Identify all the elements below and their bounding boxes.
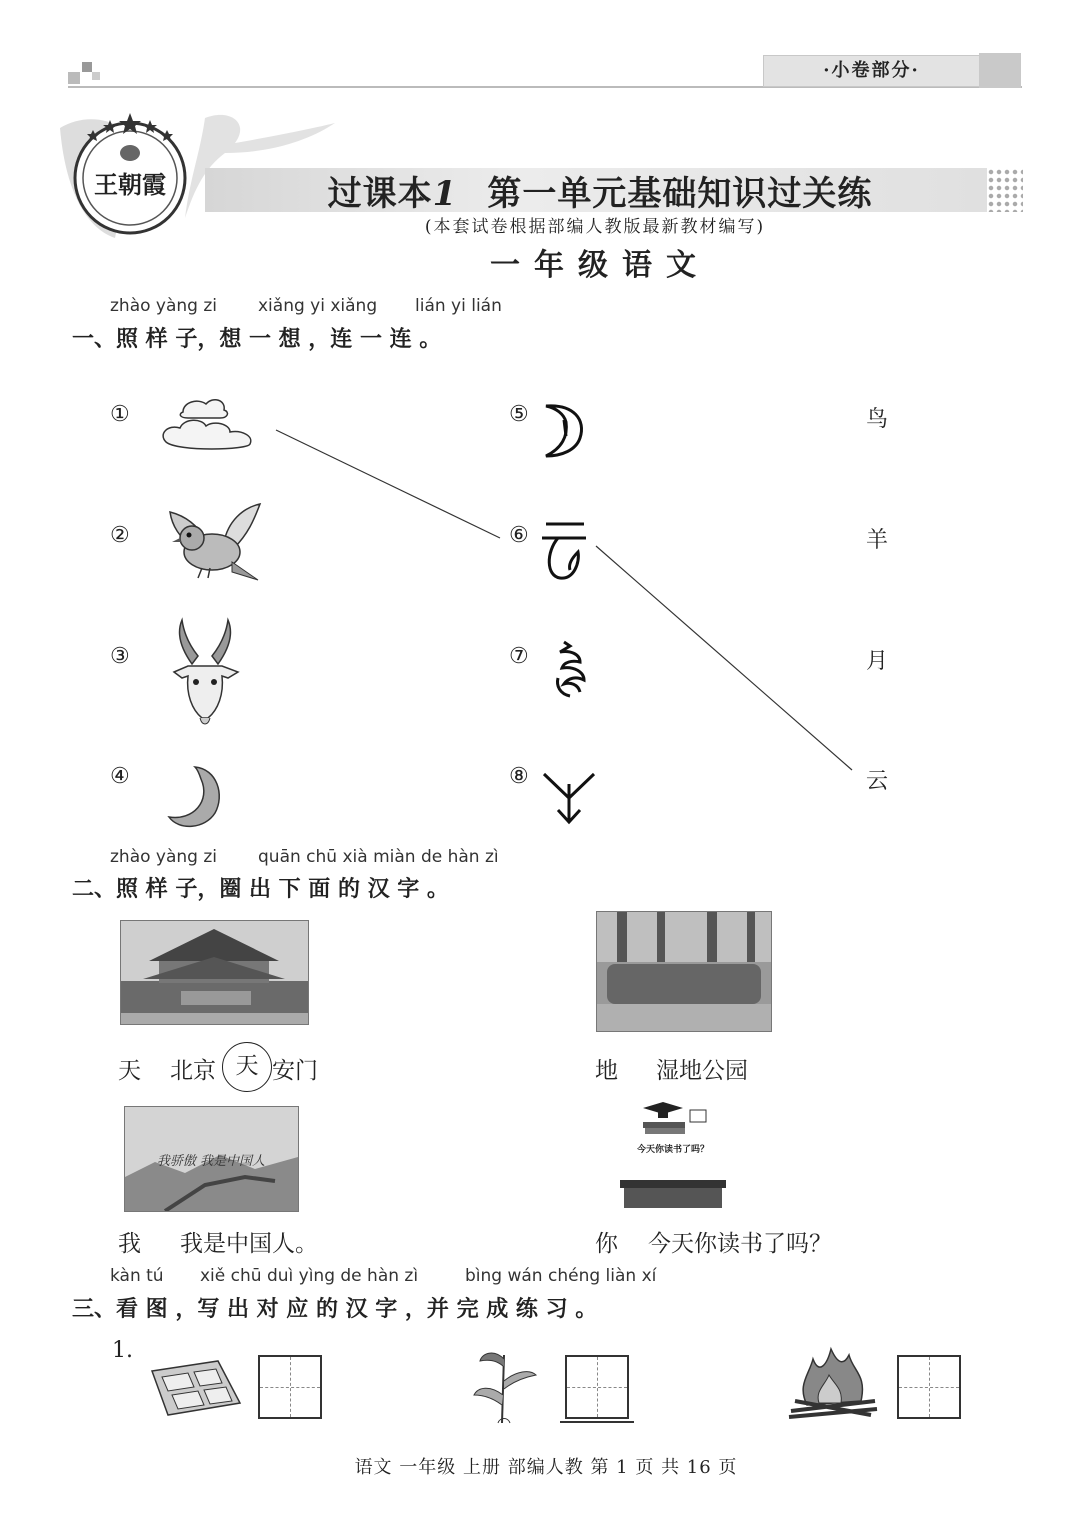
q2-char-2: 地 — [595, 1058, 618, 1084]
q1-num-1: ① — [110, 402, 130, 427]
q3-heading: 三、看 图 ，写 出 对 应 的 汉 字 ，并 完 成 练 习 。 — [72, 1296, 598, 1322]
q1-num-5: ⑤ — [509, 402, 529, 427]
tiananmen-photo — [120, 920, 309, 1025]
wetland-park-photo — [596, 911, 772, 1032]
q2-sentence-2: 湿地公园 — [656, 1058, 748, 1084]
q3-pinyin-c: bìng wán chéng liàn xí — [465, 1266, 657, 1286]
fire-icon — [787, 1345, 879, 1424]
reading-illustration — [618, 1100, 728, 1210]
title-prefix: 过课本 — [327, 174, 433, 214]
title-main: 第一单元基础知识过关练 — [487, 174, 873, 214]
writing-grid-2[interactable] — [565, 1355, 629, 1419]
q1-num-7: ⑦ — [509, 644, 529, 669]
q1-answer-4: 云 — [866, 769, 889, 794]
q1-num-3: ③ — [110, 644, 130, 669]
q1-pinyin-a: zhào yàng zi — [110, 296, 218, 316]
page-footer: 语文 一年级 上册 部编人教 第 1 页 共 16 页 — [354, 1457, 738, 1478]
q1-pinyin-c: lián yi lián — [415, 296, 502, 316]
q2-sentence-1-before: 北京 — [170, 1058, 216, 1084]
q3-pinyin-a: kàn tú — [110, 1266, 164, 1286]
grade-heading: 一年级语文 — [490, 248, 710, 283]
q1-answer-3: 月 — [866, 649, 889, 674]
q2-pinyin-b: quān chū xià miàn de hàn zì — [258, 847, 499, 867]
q1-num-4: ④ — [110, 764, 130, 789]
q1-pinyin-b: xiǎng yi xiǎng — [258, 296, 378, 316]
q2-pinyin-a: zhào yàng zi — [110, 847, 218, 867]
q1-answer-2: 羊 — [866, 528, 889, 553]
q2-char-3: 我 — [118, 1231, 141, 1257]
line-glyph-to-char — [596, 546, 852, 770]
q2-char-1: 天 — [118, 1058, 141, 1084]
wall-caption: 我骄傲 我是中国人 — [156, 1154, 266, 1169]
line-cloud-to-glyph — [276, 430, 500, 538]
great-wall-photo — [124, 1106, 299, 1212]
subtitle: (本套试卷根据部编人教版最新教材编写) — [424, 217, 766, 237]
q2-sentence-4: 今天你读书了吗？ — [648, 1231, 832, 1257]
title-number: 1 — [432, 174, 458, 214]
reading-caption: 今天你读书了吗？ — [636, 1145, 710, 1155]
seedling-icon — [470, 1345, 540, 1429]
writing-grid-2-underline — [560, 1421, 634, 1423]
q2-sentence-1-after: 安门 — [272, 1058, 318, 1084]
q1-num-6: ⑥ — [509, 523, 529, 548]
q1-answer-1: 鸟 — [866, 407, 889, 432]
q1-num-2: ② — [110, 523, 130, 548]
q3-pinyin-b: xiě chū duì yìng de hàn zì — [200, 1266, 419, 1286]
section-tag: ·小卷部分· — [763, 55, 980, 87]
q2-heading: 二、照 样 子，圈 出 下 面 的 汉 字 。 — [72, 876, 449, 902]
q1-num-8: ⑧ — [509, 764, 529, 789]
q1-heading: 一、照 样 子，想 一 想 ，连 一 连 。 — [72, 326, 442, 352]
writing-grid-3[interactable] — [897, 1355, 961, 1419]
circled-character — [222, 1042, 272, 1092]
logo-text: 王朝霞 — [94, 170, 166, 199]
q2-sentence-3: 我是中国人。 — [180, 1231, 318, 1257]
writing-grid-1[interactable] — [258, 1355, 322, 1419]
q2-char-4: 你 — [595, 1231, 618, 1257]
circled-char-text: 天 — [235, 1053, 259, 1079]
field-icon — [148, 1355, 243, 1421]
q3-item-number: 1. — [112, 1338, 133, 1363]
